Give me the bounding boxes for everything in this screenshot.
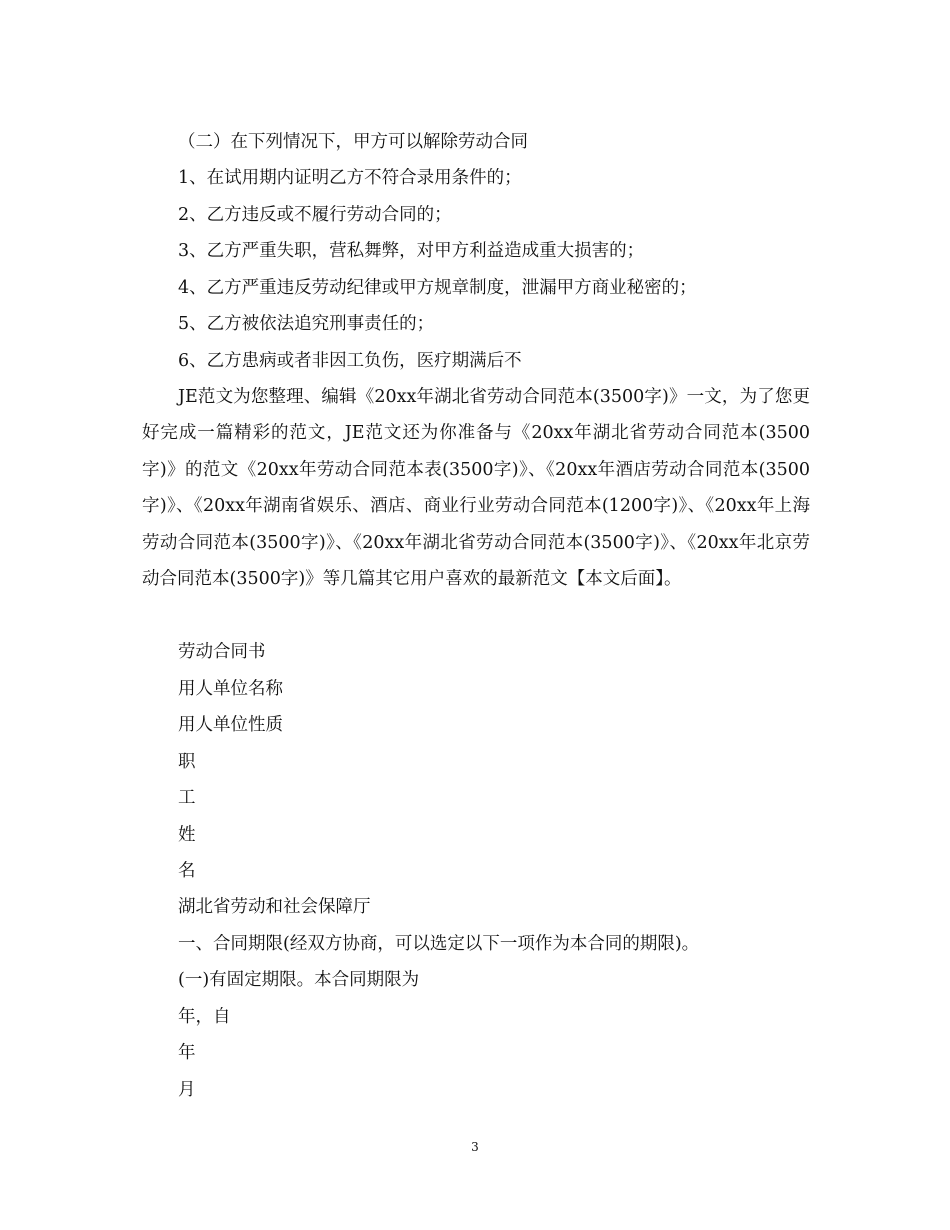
form-line: 月: [178, 1080, 196, 1100]
clause-line: 1、在试用期内证明乙方不符合录用条件的；: [178, 168, 522, 188]
clause-line: 2、乙方违反或不履行劳动合同的；: [178, 205, 452, 225]
form-line: 名: [178, 861, 196, 881]
issuing-authority: 湖北省劳动和社会保障厅: [178, 897, 371, 917]
form-line: 姓: [178, 825, 196, 845]
clause-line: 5、乙方被依法追究刑事责任的；: [178, 314, 435, 334]
section-heading-term: 一、合同期限(经双方协商，可以选定以下一项作为本合同的期限)。: [178, 934, 700, 954]
form-line: 年，自: [178, 1007, 231, 1027]
form-line: 工: [178, 788, 196, 808]
contract-title: 劳动合同书: [178, 642, 266, 662]
form-line: 年: [178, 1043, 196, 1063]
form-line: 职: [178, 752, 196, 772]
form-line: 用人单位性质: [178, 715, 283, 735]
editor-note-paragraph: JE范文为您整理、编辑《20xx年湖北省劳动合同范本(3500字)》一文，为了您更好完成一篇精彩的范文，JE范文还为你准备与《20xx年湖北省劳动合同范本(3500字)》的范文《20xx年劳动合同范本表(3500字)》、《20xx年酒店劳动合同范本(3500字)》、《20xx年湖南省娱乐、酒店、商业行业劳动合同范本(1200字)》、《20xx年上海劳动合同范本(3500字)》、《20xx年湖北省劳动合同范本(3500字)》、《20xx年北京劳动合同范本(3500字)》等几篇其它用户喜欢的最新范文【本文后面】。: [142, 387, 810, 590]
section-heading-termination: （二）在下列情况下，甲方可以解除劳动合同: [178, 132, 528, 152]
form-line: (一)有固定期限。本合同期限为: [178, 970, 420, 990]
page-number: 3: [471, 1140, 479, 1154]
clause-line: 3、乙方严重失职，营私舞弊，对甲方利益造成重大损害的；: [178, 241, 645, 261]
form-line: 用人单位名称: [178, 679, 283, 699]
clause-line: 6、乙方患病或者非因工负伤，医疗期满后不: [178, 351, 522, 371]
clause-line: 4、乙方严重违反劳动纪律或甲方规章制度，泄漏甲方商业秘密的；: [178, 278, 697, 298]
